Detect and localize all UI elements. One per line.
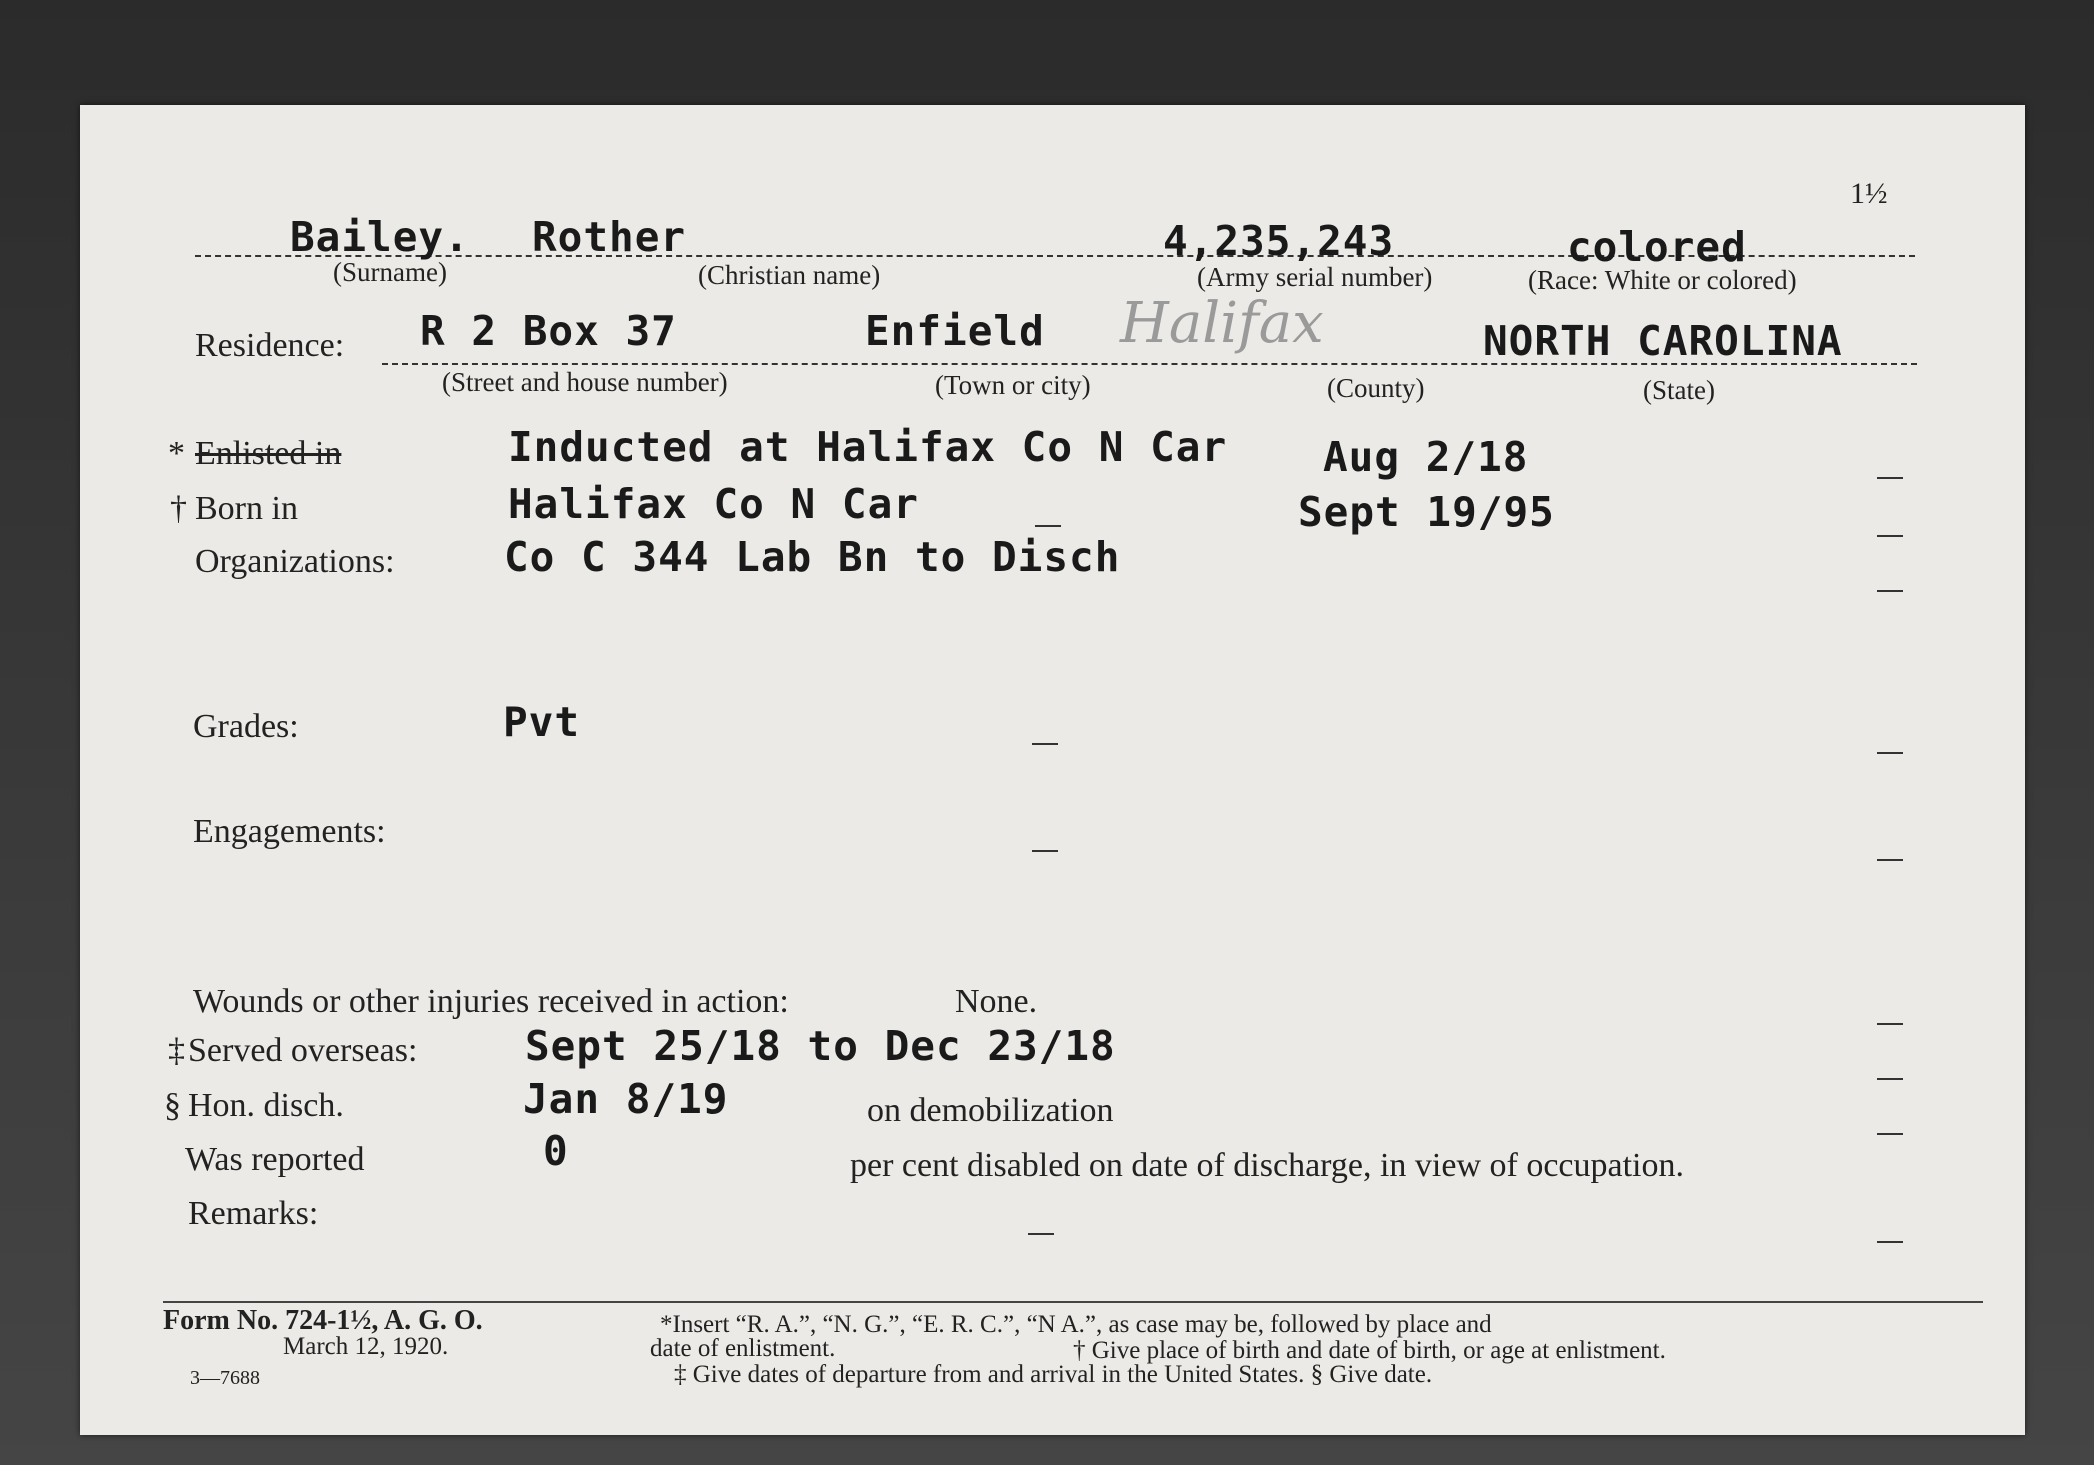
born-value: Halifax Co N Car <box>508 480 919 528</box>
christian-name-value: Rother <box>532 213 687 261</box>
form-number: Form No. 724-1½, A. G. O. <box>163 1305 483 1336</box>
overseas-value: Sept 25/18 to Dec 23/18 <box>525 1022 1116 1070</box>
residence-state-value: NORTH CAROLINA <box>1483 317 1843 365</box>
race-value: colored <box>1567 223 1747 271</box>
residence-county-handwritten: Halifax <box>1120 291 1324 356</box>
wounds-label: Wounds or other injuries received in action: <box>193 983 789 1020</box>
born-date: Sept 19/95 <box>1298 488 1555 536</box>
footnote-line-2-left: date of enlistment. <box>650 1335 836 1362</box>
enlisted-mark: * <box>168 435 185 472</box>
born-mid-tick <box>1035 525 1061 527</box>
reported-suffix: per cent disabled on date of discharge, in view of occupation. <box>850 1147 1684 1184</box>
serial-number-value: 4,235,243 <box>1163 217 1395 265</box>
disch-value: Jan 8/19 <box>523 1075 729 1123</box>
enlisted-date: Aug 2/18 <box>1323 433 1529 481</box>
caption-surname: (Surname) <box>333 257 447 287</box>
surname-value: Bailey. <box>290 213 470 261</box>
wounds-value: None. <box>955 983 1038 1020</box>
caption-race: (Race: White or colored) <box>1528 265 1797 295</box>
corner-mark: 1½ <box>1850 177 1888 210</box>
footnote-line-1: *Insert “R. A.”, “N. G.”, “E. R. C.”, “N A.”, as case may be, followed by place and <box>660 1311 1492 1338</box>
grades-mid-tick <box>1032 743 1058 745</box>
footer-rule <box>163 1301 1983 1303</box>
reported-tick <box>1877 1133 1903 1135</box>
grades-label: Grades: <box>193 708 299 745</box>
disch-label: Hon. disch. <box>188 1087 344 1124</box>
born-mark: † <box>170 490 187 527</box>
disch-suffix: on demobilization <box>867 1092 1114 1129</box>
remarks-label: Remarks: <box>188 1195 319 1232</box>
form-date: March 12, 1920. <box>283 1333 449 1360</box>
caption-county: (County) <box>1327 373 1425 403</box>
enlisted-tick <box>1877 477 1903 479</box>
caption-state: (State) <box>1643 375 1715 405</box>
overseas-tick <box>1877 1023 1903 1025</box>
born-tick <box>1877 535 1903 537</box>
remarks-mid-tick <box>1028 1233 1054 1235</box>
footnote-line-3: ‡ Give dates of departure from and arrival in the United States. § Give date. <box>674 1361 1433 1388</box>
remarks-tick <box>1877 1241 1903 1243</box>
caption-christian-name: (Christian name) <box>698 260 881 290</box>
residence-town-value: Enfield <box>865 307 1045 355</box>
reported-label: Was reported <box>185 1141 365 1178</box>
organizations-label: Organizations: <box>195 543 395 580</box>
grades-tick <box>1877 752 1903 754</box>
enlisted-label: Enlisted in <box>195 435 342 472</box>
service-record-card <box>80 105 2025 1435</box>
engagements-mid-tick <box>1032 850 1058 852</box>
organizations-value: Co C 344 Lab Bn to Disch <box>504 533 1121 581</box>
disch-tick <box>1877 1078 1903 1080</box>
footnote-line-2-right: † Give place of birth and date of birth, or age at enlistment. <box>1073 1337 1666 1364</box>
overseas-mark: ‡ <box>168 1032 185 1069</box>
caption-street: (Street and house number) <box>442 367 728 397</box>
enlisted-value: Inducted at Halifax Co N Car <box>508 423 1228 471</box>
caption-serial-number: (Army serial number) <box>1197 262 1433 292</box>
form-code: 3—7688 <box>190 1367 260 1389</box>
residence-label: Residence: <box>195 327 345 364</box>
reported-value: 0 <box>543 1127 569 1175</box>
residence-street-value: R 2 Box 37 <box>420 307 677 355</box>
caption-town: (Town or city) <box>935 370 1091 400</box>
organizations-tick <box>1877 590 1903 592</box>
overseas-label: Served overseas: <box>188 1032 418 1069</box>
grades-value: Pvt <box>503 698 581 746</box>
engagements-tick <box>1877 859 1903 861</box>
engagements-label: Engagements: <box>193 813 386 850</box>
born-label: Born in <box>195 490 298 527</box>
disch-mark: § <box>164 1087 181 1124</box>
